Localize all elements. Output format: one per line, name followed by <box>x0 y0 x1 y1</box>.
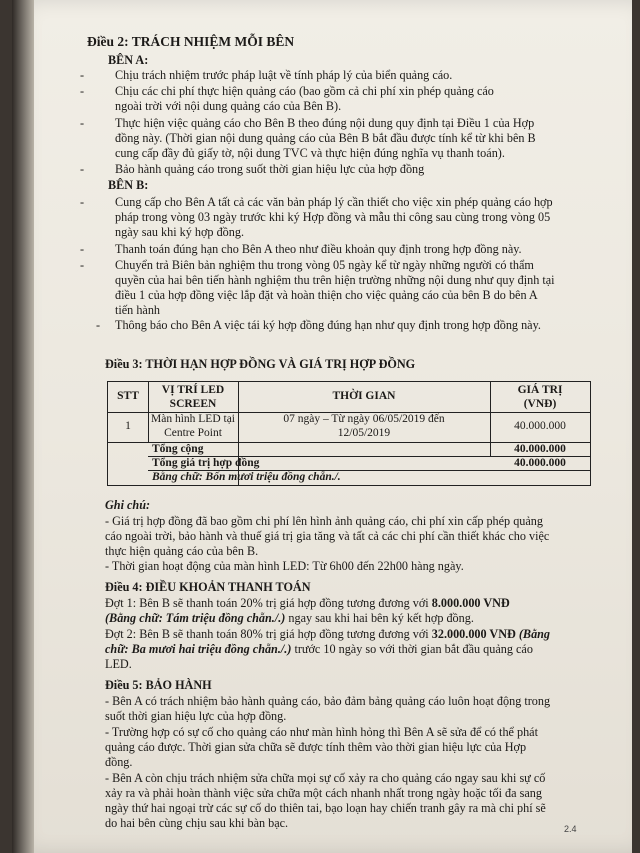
header-stt: STT <box>117 390 139 402</box>
warranty-item-3: do hai bên cùng chịu sau khi bàn bạc. <box>105 816 289 830</box>
payment-1: (Bằng chữ: Tám triệu đồng chẵn./.) ngay sau khi hai bên ký kết hợp đồng. <box>105 611 474 625</box>
warranty-item-1: suốt thời gian hiệu lực của hợp đồng. <box>105 709 287 723</box>
party-b-heading: BÊN B: <box>108 178 149 192</box>
party-a-item-3: cung cấp đầy đủ giấy tờ, nội dung TVC và thực hiện đúng nghĩa vụ thanh toán). <box>115 146 505 160</box>
party-b-item-3: Chuyển trả Biên bản nghiệm thu trong vòng 05 ngày kể từ ngày những người có thẩm <box>115 258 534 272</box>
bullet: - <box>80 116 85 130</box>
warranty-item-3: ngày thứ hai ngoại trừ các sự cố do thiên tai, bạo loạn hay chiến tranh gây ra mà chi phí sẽ <box>105 801 546 815</box>
payment-2: Đợt 2: Bên B sẽ thanh toán 80% trị giá hợp đồng tương đương với 32.000.000 VNĐ (Bằng <box>105 627 551 641</box>
row-location: Centre Point <box>164 427 222 439</box>
contract-value-table <box>107 381 591 486</box>
header-value: (VNĐ) <box>523 398 557 410</box>
row-value: 40.000.000 <box>514 420 566 432</box>
bullet: - <box>80 242 85 256</box>
total-label: Tổng cộng <box>152 443 204 455</box>
bullet: - <box>96 318 101 332</box>
warranty-item-3: - Bên A còn chịu trách nhiệm sửa chữa mọi sự cố xảy ra cho quảng cáo ngay sau khi sự cố <box>105 771 546 785</box>
party-b-item-1: pháp trong vòng 03 ngày trước khi ký Hợp đồng và mẫu thi công sau cùng trong vòng 05 <box>115 210 551 224</box>
row-location: Màn hình LED tại <box>151 413 235 425</box>
party-b-item-1: ngày sau khi ký hợp đồng. <box>115 225 244 239</box>
party-a-item-1: Chịu trách nhiệm trước pháp luật về tính pháp lý của biển quảng cáo. <box>115 68 453 82</box>
row-time: 12/05/2019 <box>337 427 391 439</box>
warranty-item-1: - Bên A có trách nhiệm bảo hành quảng cáo, bảo đảm bảng quảng cáo luôn hoạt động trong <box>105 694 551 708</box>
payment-2: chữ: Ba mươi hai triệu đồng chẵn./.) trước 10 ngày so với thời gian bắt đầu quảng cáo <box>105 642 533 656</box>
party-b-item-4: Thông báo cho Bên A việc tái ký hợp đồng đúng hạn như quy định trong hợp đồng này. <box>115 318 541 332</box>
underlying-page-edge <box>12 0 34 853</box>
party-b-item-3: điều 1 của hợp đồng việc lắp đặt và hoàn thiện cho việc quảng cáo của bên B do bên A <box>115 288 538 302</box>
bullet: - <box>80 258 85 272</box>
page-number: 2.4 <box>564 824 577 834</box>
header-value: GIÁ TRỊ <box>517 384 563 396</box>
party-a-item-2: Chịu các chi phí thực hiện quảng cáo (bao gồm cả chi phí xin phép quảng cáo <box>115 84 494 98</box>
payment-2: LED. <box>105 657 132 671</box>
party-a-item-2: ngoài trời với nội dung quảng cáo của Bên B). <box>115 99 342 113</box>
bullet: - <box>80 195 85 209</box>
bullet: - <box>80 162 85 176</box>
warranty-item-3: xảy ra và phải hoàn thành việc sửa chữa một cách nhanh nhất trong ngày hoặc tối đa sang <box>105 786 542 800</box>
section-4-title: Điều 4: ĐIỀU KHOẢN THANH TOÁN <box>105 580 311 594</box>
payment-1: Đợt 1: Bên B sẽ thanh toán 20% trị giá hợp đồng tương đương với 8.000.000 VNĐ <box>105 596 510 610</box>
amount-in-words: Bằng chữ: Bốn mươi triệu đồng chẵn./. <box>152 471 341 483</box>
party-a-item-3: Thực hiện việc quảng cáo cho Bên B theo đúng nội dung quy định tại Điều 1 của Hợp <box>115 116 535 130</box>
header-time: THỜI GIAN <box>332 390 396 402</box>
row-stt: 1 <box>125 420 131 432</box>
party-a-item-4: Bảo hành quảng cáo trong suốt thời gian hiệu lực của hợp đồng <box>115 162 425 176</box>
note-heading: Ghi chú: <box>105 498 151 512</box>
party-b-item-3: quyền của hai bên tiến hành nghiệm thu trên hiện trường những nội dung như quy định tại <box>115 273 555 287</box>
row-time: 07 ngày – Từ ngày 06/05/2019 đến <box>283 413 445 425</box>
warranty-item-2: - Trường hợp có sự cố cho quảng cáo như màn hình hỏng thì Bên A sẽ sửa để có thể phát <box>105 725 538 739</box>
party-a-item-3: đồng này. (Thời gian nội dung quảng cáo của Bên B bắt đầu được tính kể từ khi bên B <box>115 131 536 145</box>
contract-total-value: 40.000.000 <box>514 457 566 469</box>
section-2-title: Điều 2: TRÁCH NHIỆM MỖI BÊN <box>87 34 295 49</box>
note-line: - Thời gian hoạt động của màn hình LED: Từ 6h00 đến 22h00 hàng ngày. <box>105 559 464 573</box>
note-line: cáo ngoài trời, bảo hành và thuế giá trị gia tăng và tất cả các chi phí cần thiết khác cho việc <box>105 529 550 543</box>
warranty-item-2: đồng. <box>105 755 133 769</box>
party-b-item-2: Thanh toán đúng hạn cho Bên A theo như điều khoản quy định trong hợp đồng này. <box>115 242 522 256</box>
party-b-item-3: tiến hành <box>115 303 161 317</box>
section-3-title: Điều 3: THỜI HẠN HỢP ĐỒNG VÀ GIÁ TRỊ HỢP ĐỒNG <box>105 357 416 371</box>
note-line: - Giá trị hợp đồng đã bao gồm chi phí lên hình ảnh quảng cáo, chi phí xin cấp phép quảng <box>105 514 543 528</box>
party-a-heading: BÊN A: <box>108 53 149 67</box>
header-location: VỊ TRÍ LED <box>161 384 225 396</box>
warranty-item-2: quảng cáo được. Thời gian sửa chữa sẽ được tính thêm vào thời gian hiệu lực của Hợp <box>105 740 527 754</box>
contract-total-label: Tổng giá trị hợp đồng <box>152 457 260 469</box>
header-location: SCREEN <box>169 398 217 410</box>
party-b-item-1: Cung cấp cho Bên A tất cả các văn bản pháp lý cần thiết cho việc xin phép quảng cáo hợp <box>115 195 553 209</box>
bullet: - <box>80 84 85 98</box>
stamp-fragment <box>606 360 632 500</box>
bullet: - <box>80 68 85 82</box>
section-5-title: Điều 5: BẢO HÀNH <box>105 678 212 692</box>
total-value: 40.000.000 <box>514 443 566 455</box>
document-page <box>12 0 632 853</box>
note-line: thực hiện quảng cáo của bên B. <box>105 544 259 558</box>
